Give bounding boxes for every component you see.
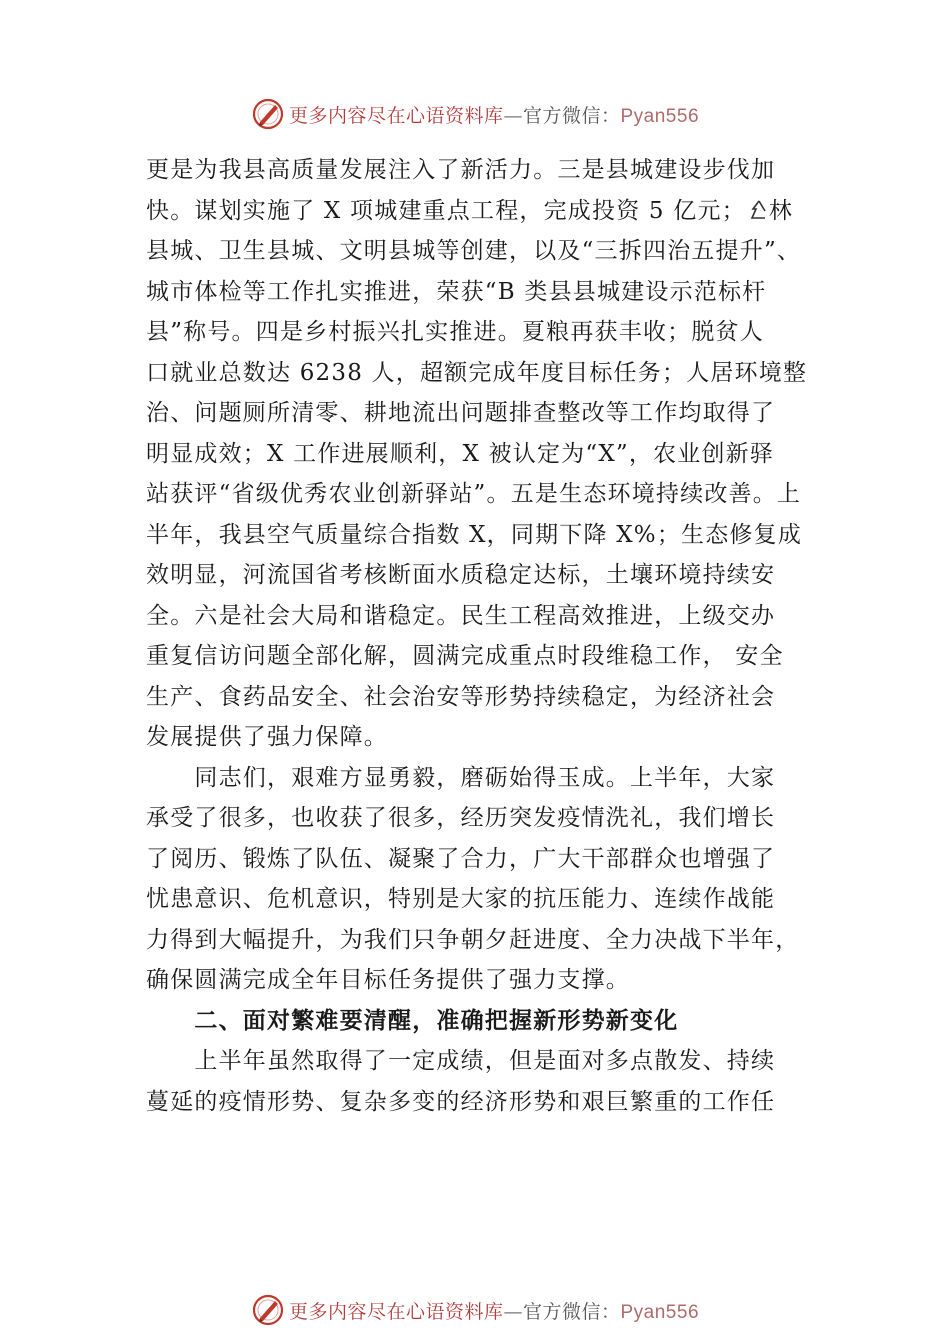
footer-banner <box>0 1290 950 1330</box>
body-line: 力得到大幅提升，为我们只争朝夕赶进度、全力决战下半年， <box>146 926 800 953</box>
banner-text <box>289 1297 699 1324</box>
body-line: 半年，我县空气质量综合指数 X，同期下降 X%；生态修复成 <box>146 521 803 548</box>
body-line: 更是为我县高质量发展注入了新活力。三是县城建设步伐加 <box>146 157 776 183</box>
body-line: 效明显，河流国省考核断面水质稳定达标，土壤环境持续安 <box>146 562 776 588</box>
body-line: 生产、食药品安全、社会治安等形势持续稳定，为经济社会 <box>146 683 776 710</box>
wechat-id: Pyan556 <box>620 105 700 127</box>
body-line: 治、问题厕所清零、耕地流出问题排查整改等工作均取得了 <box>146 400 776 426</box>
body-line: 站获评“省级优秀农业创新驿站”。五是生态环境持续改善。上 <box>146 481 802 507</box>
body-line: 同志们，艰难方显勇毅，磨砺始得玉成。上半年，大家 <box>146 764 776 791</box>
pen-badge-icon <box>251 1293 285 1327</box>
wechat-id: Pyan556 <box>620 1301 700 1323</box>
body-line: 确保圆满完成全年目标任务提供了强力支撑。 <box>146 967 630 993</box>
banner-title: 更多内容尽在心语资料库 <box>288 1300 504 1323</box>
section-heading: 二、面对繁难要清醒，准确把握新形势新变化 <box>146 1007 679 1034</box>
header-banner <box>0 94 950 134</box>
body-line: 了阅历、锻炼了队伍、凝聚了合力，广大干部群众也增强了 <box>146 845 776 872</box>
body-line-tail: 林 <box>768 197 794 224</box>
body-line: 承受了很多，也收获了很多，经历突发疫情洗礼，我们增长 <box>146 805 776 831</box>
pen-badge-icon <box>251 97 285 131</box>
document-body <box>146 150 816 1122</box>
body-line-text: 快。谋划实施了 X 项城建重点工程，完成投资 5 亿元； <box>146 197 746 224</box>
banner-title: 更多内容尽在心语资料库 <box>288 104 504 127</box>
body-line: 全。六是社会大局和谐稳定。民生工程高效推进，上级交办 <box>146 602 776 629</box>
banner-separator: — <box>503 1300 523 1323</box>
body-line: 口就业总数达 6238 人，超额完成年度目标任务；人居环境整 <box>146 359 808 386</box>
wechat-label: 官方微信： <box>522 1300 621 1323</box>
body-line: 蔓延的疫情形势、复杂多变的经济形势和艰巨繁重的工作任 <box>146 1088 776 1115</box>
body-line <box>146 191 816 232</box>
body-line: 县城、卫生县城、文明县城等创建，以及“三拆四治五提升”、 <box>146 238 802 264</box>
body-line: 忧患意识、危机意识，特别是大家的抗压能力、连续作战能 <box>146 886 776 912</box>
body-line: 县”称号。四是乡村振兴扎实推进。夏粮再获丰收；脱贫人 <box>146 319 764 345</box>
body-line: 发展提供了强力保障。 <box>146 724 388 750</box>
wechat-label: 官方微信： <box>522 104 621 127</box>
banner-separator: — <box>503 104 523 127</box>
body-line: 上半年虽然取得了一定成绩，但是面对多点散发、持续 <box>146 1048 776 1074</box>
body-line: 明显成效；X 工作进展顺利，X 被认定为“X”，农业创新驿 <box>146 440 775 467</box>
body-line: 重复信访问题全部化解，圆满完成重点时段维稳工作， 安全 <box>146 643 784 669</box>
body-line: 城市体检等工作扎实推进，荣获“B 类县县城建设示范标杆 <box>146 278 767 305</box>
glyph-icon <box>750 199 768 221</box>
banner-text <box>289 101 699 128</box>
